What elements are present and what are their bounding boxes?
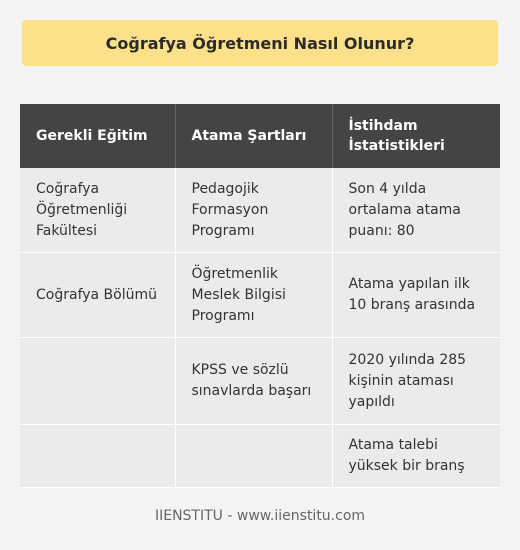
table-cell: Coğrafya Öğretmenliği Fakültesi	[20, 168, 175, 253]
page-title: Coğrafya Öğretmeni Nasıl Olunur?	[105, 33, 415, 53]
table-cell: Coğrafya Bölümü	[20, 253, 175, 338]
title-banner	[22, 20, 498, 66]
table-cell: KPSS ve sözlü sınavlarda başarı	[175, 338, 332, 425]
table-row	[20, 253, 500, 338]
table-cell: Pedagojik Formasyon Programı	[175, 168, 332, 253]
table-cell: Atama talebi yüksek bir branş	[332, 425, 500, 488]
header-education: Gerekli Eğitim	[20, 104, 175, 168]
table-row	[20, 338, 500, 425]
table-row	[20, 168, 500, 253]
footer-credit: IIENSTITU - www.iienstitu.com	[154, 508, 366, 524]
table-cell: Son 4 yılda ortalama atama puanı: 80	[332, 168, 500, 253]
table-header-row	[20, 104, 500, 168]
table-cell	[20, 425, 175, 488]
table-cell	[20, 338, 175, 425]
table-cell: 2020 yılında 285 kişinin ataması yapıldı	[332, 338, 500, 425]
table-cell: Atama yapılan ilk 10 branş arasında	[332, 253, 500, 338]
table-cell	[175, 425, 332, 488]
info-table	[20, 104, 500, 488]
header-requirements: Atama Şartları	[175, 104, 332, 168]
table-row	[20, 425, 500, 488]
table-cell: Öğretmenlik Meslek Bilgisi Programı	[175, 253, 332, 338]
header-statistics: İstihdam İstatistikleri	[332, 104, 500, 168]
